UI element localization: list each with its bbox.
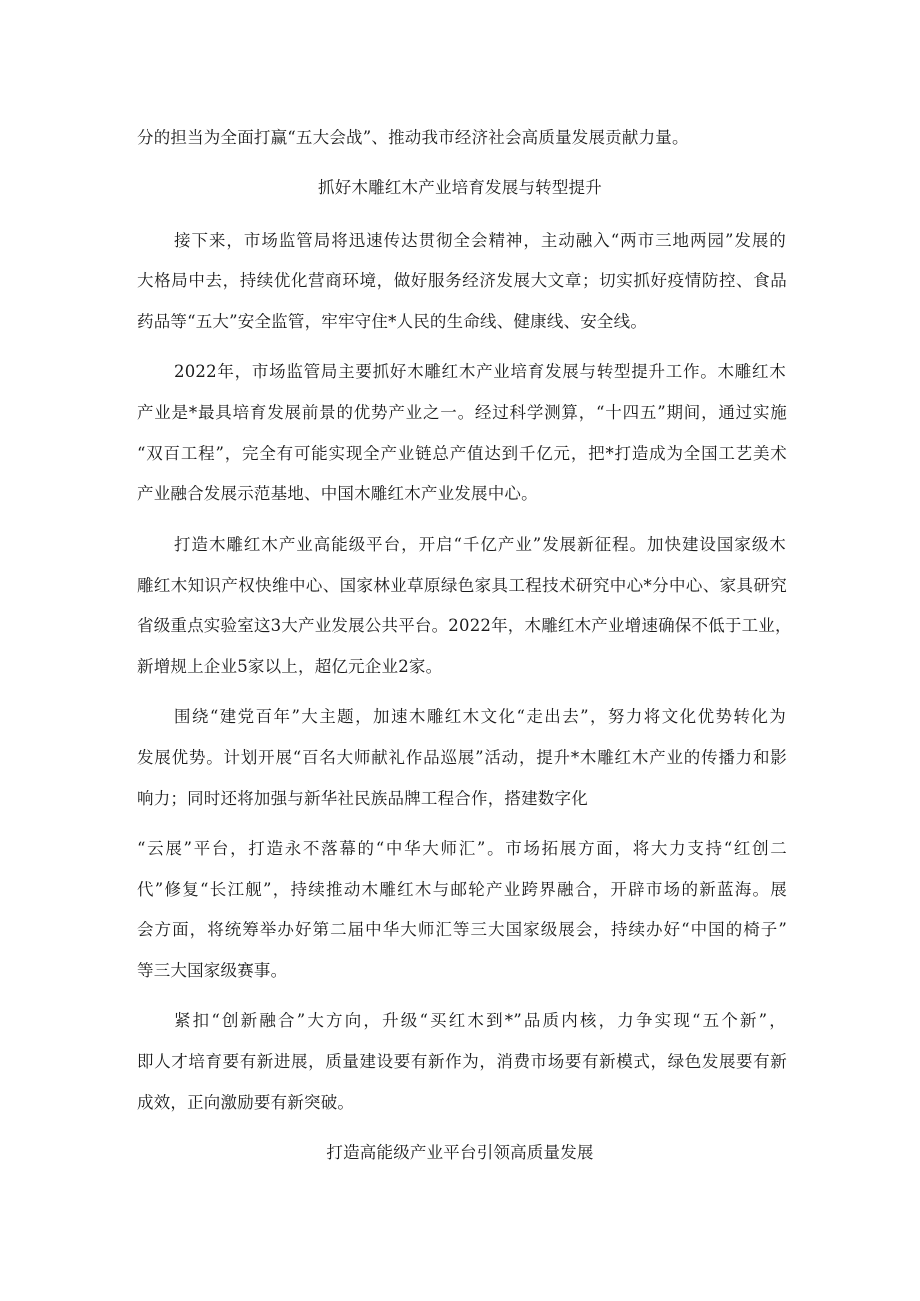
paragraph-line: 等三大国家级赛事。 (137, 961, 288, 980)
paragraph-line: 2022年，市场监管局主要抓好木雕红木产业培育发展与转型提升工作。木雕红木 (174, 362, 786, 381)
paragraph-line: 接下来，市场监管局将迅速传达贯彻全会精神，主动融入“两市三地两园”发展的 (174, 231, 786, 250)
paragraph-line: 省级重点实验室这3大产业发展公共平台。2022年，木雕红木产业增速确保不低于工业， (137, 616, 792, 635)
paragraph-line: 围绕“建党百年”大主题，加速木雕红木文化“走出去”，努力将文化优势转化为 (174, 707, 786, 726)
paragraph-line: 新增规上企业5家以上，超亿元企业2家。 (137, 657, 443, 676)
paragraph-line: 分的担当为全面打赢“五大会战”、推动我市经济社会高质量发展贡献力量。 (137, 128, 689, 147)
paragraph-line: 发展优势。计划开展“百名大师献礼作品巡展”活动，提升*木雕红木产业的传播力和影 (137, 748, 787, 767)
paragraph-line: 雕红木知识产权快维中心、国家林业草原绿色家具工程技术研究中心*分中心、家具研究 (137, 576, 787, 595)
paragraph-line: 响力；同时还将加强与新华社民族品牌工程合作，搭建数字化 (137, 789, 588, 808)
paragraph-line: 代”修复“长江舰”，持续推动木雕红木与邮轮产业跨界融合，开辟市场的新蓝海。展 (137, 880, 787, 899)
paragraph-line: 产业融合发展示范基地、中国木雕红木产业发展中心。 (137, 484, 538, 503)
paragraph-line: 打造木雕红木产业高能级平台，开启“千亿产业”发展新征程。加快建设国家级木 (174, 535, 786, 554)
paragraph-line: 会方面，将统筹举办好第二届中华大师汇等三大国家级展会，持续办好“中国的椅子” (137, 920, 787, 939)
paragraph-line: 产业是*最具培育发展前景的优势产业之一。经过科学测算，“十四五”期间，通过实施 (137, 403, 787, 422)
section-heading: 打造高能级产业平台引领高质量发展 (326, 1143, 594, 1162)
paragraph-line: 即人才培育要有新进展，质量建设要有新作为，消费市场要有新模式，绿色发展要有新 (137, 1052, 787, 1071)
paragraph-line: 药品等“五大”安全监管，牢牢守住*人民的生命线、健康线、安全线。 (137, 312, 648, 331)
paragraph-line: 大格局中去，持续优化营商环境，做好服务经济发展大文章；切实抓好疫情防控、食品 (137, 271, 787, 290)
paragraph-line: 紧扣“创新融合”大方向，升级“买红木到*”品质内核，力争实现“五个新”， (174, 1011, 786, 1030)
paragraph-line: 成效，正向激励要有新突破。 (137, 1093, 355, 1112)
paragraph-line: “云展”平台，打造永不落幕的“中华大师汇”。市场拓展方面，将大力支持“红创二 (137, 839, 787, 858)
section-heading: 抓好木雕红木产业培育发展与转型提升 (318, 178, 602, 197)
paragraph-line: “双百工程”，完全有可能实现全产业链总产值达到千亿元，把*打造成为全国工艺美术 (137, 444, 787, 463)
